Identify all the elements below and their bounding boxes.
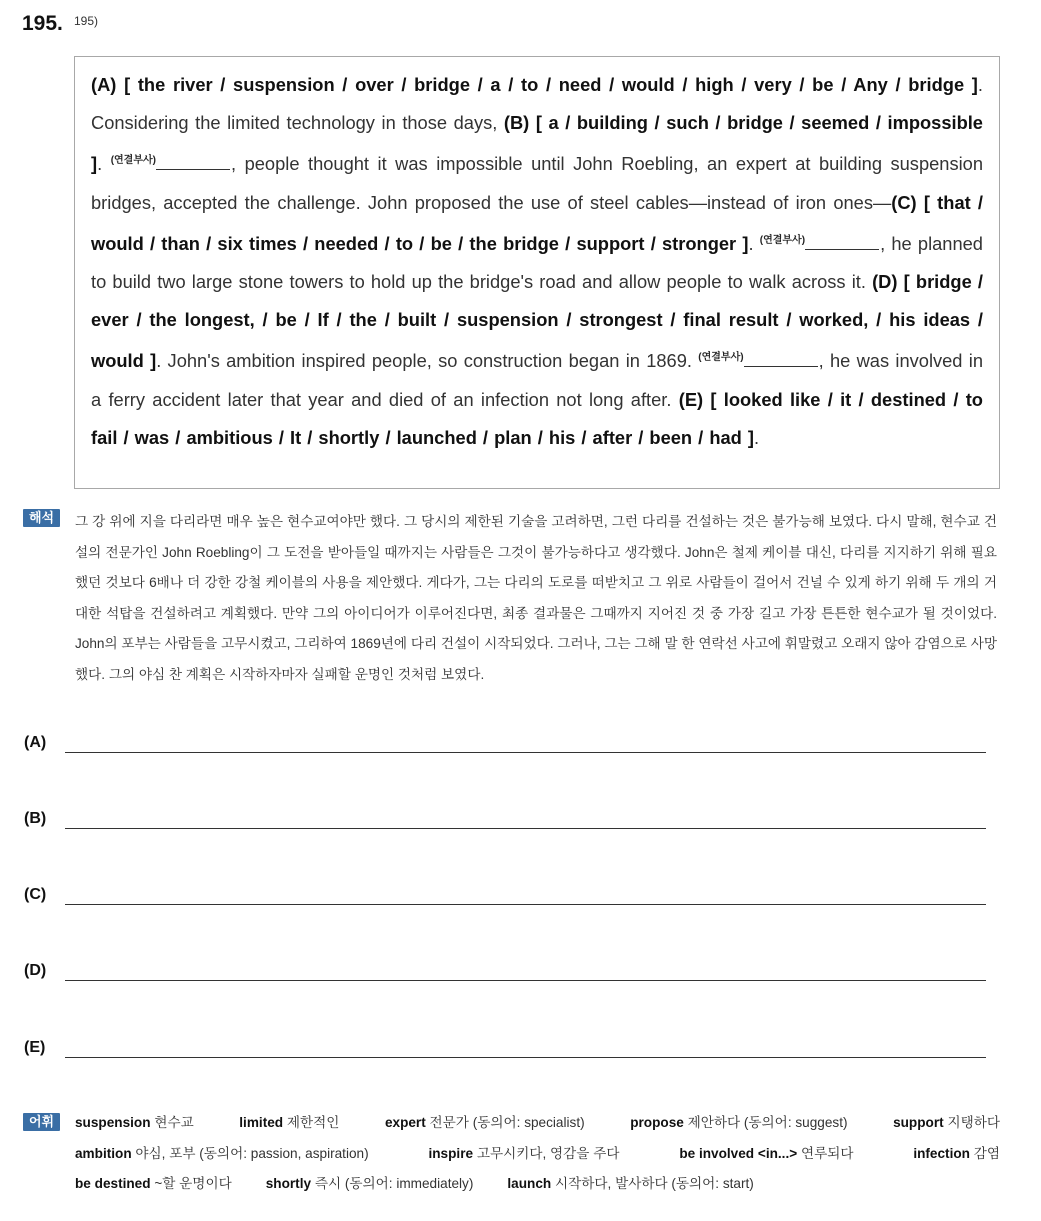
vocab-meaning: 제안하다 (동의어: suggest) [687,1115,848,1130]
connector-hint-2: (연결부사) [759,234,806,246]
answer-label-a: (A) [24,734,47,751]
answer-label-d: (D) [24,962,47,979]
vocab-item [75,1139,369,1170]
answer-row-e[interactable] [24,1037,986,1067]
scramble-b: [ a / building / such / bridge / seemed / impossible ] [91,112,983,175]
connector-blank-3[interactable] [744,352,818,367]
vocab-item [630,1108,847,1139]
vocab-word: ambition [75,1145,132,1161]
scramble-e: [ looked like / it / destined / to fail / was / ambitious / It / shortly / launched / plan / his / after / been / had ] [91,388,983,448]
vocab-meaning: 감염 [973,1145,1000,1161]
vocab-item [385,1108,585,1139]
answer-line-b[interactable] [65,828,986,829]
answer-row-d[interactable] [24,960,986,990]
vocab-word: be involved <in...> [679,1145,798,1161]
label-e: (E) [678,388,704,410]
vocab-item [75,1169,232,1200]
vocab-meaning: 즉시 (동의어: immediately) [314,1176,474,1191]
passage-text-3: , people thought it was impossible until John Roebling, an expert at building suspension bridges, accepted the challenge. John proposed the use of steel cables—instead of iron ones— [91,153,983,213]
vocab-word: launch [507,1176,552,1191]
vocab-item [266,1169,474,1200]
scramble-d: [ bridge / ever / the longest, / be / If / the / built / suspension / strongest / final result / worked, / his ideas / would ] [91,271,984,372]
connector-blank-1[interactable] [156,155,230,170]
vocab-item [893,1108,1000,1139]
label-a: (A) [91,74,117,95]
passage-text-8: . [754,426,760,448]
label-c: (C) [891,191,917,213]
vocab-word: expert [384,1115,426,1130]
answer-row-b[interactable] [24,808,986,838]
vocab-word: propose [630,1115,684,1130]
answer-label-c: (C) [24,886,47,903]
passage-text-6: . John's ambition inspired people, so construction began in 1869. [156,350,699,372]
vocab-item [507,1169,753,1200]
vocab-list [75,1108,1000,1200]
answer-line-d[interactable] [65,980,986,981]
vocab-meaning: 제한적인 [286,1115,340,1130]
answer-line-a[interactable] [65,752,986,753]
passage-text-7: , he was involved in a ferry accident later that year and died of an infection not long after. [91,350,983,410]
vocab-meaning: 현수교 [154,1115,194,1130]
translation-text: 그 강 위에 지을 다리라면 매우 높은 현수교여야만 했다. 그 당시의 제한된 기술을 고려하면, 그런 다리를 건설하는 것은 불가능해 보였다. 다시 말해, 현수교 건설의 전문가인 John Roebling이 그 도전을 받아들일 때까지는 사람들은 그것이 불가능하다고 생각했다. John은 철제 케이블 대신, 다리를 지지하기 위해 필요했던 것보다 6배나 더 강한 강철 케이블의 사용을 제안했다. 게다가, 그는 다리의 도로를 떠받치고 그 위로 사람들이 걸어서 건널 수 있게 하기 위해 두 개의 거대한 석탑을 건설하려고 계획했다. 만약 그의 아이디어가 이루어진다면, 최종 결과물은 그때까지 지어진 것 중 가장 길고 가장 튼튼한 현수교가 될 것이었다. John의 포부는 사람들을 고무시켰고, 그리하여 1869년에 다리 건설이 시작되었다. 그러나, 그는 그해 말 한 연락선 사고에 휘말렸고 오래지 않아 감염으로 사망했다. 그의 야심 찬 계획은 시작하자마자 실패할 운명인 것처럼 보였다. [75,514,997,682]
vocab-meaning: 야심, 포부 (동의어: passion, aspiration) [135,1145,369,1161]
vocab-item [679,1139,853,1170]
connector-blank-2[interactable] [805,235,879,250]
label-b: (B) [503,112,530,134]
answer-label-e: (E) [24,1039,46,1056]
passage-text-5: , he planned to build two large stone towers to hold up the bridge's road and allow people to walk across it. [91,232,983,293]
label-d: (D) [872,271,898,293]
connector-hint-3: (연결부사) [698,352,744,364]
vocab-meaning: 시작하다, 발사하다 (동의어: start) [554,1176,754,1191]
vocab-item [239,1108,339,1139]
vocab-row [75,1169,1000,1200]
vocab-word: inspire [428,1145,474,1161]
vocab-word: limited [239,1115,284,1130]
translation-label: 해석 [23,509,60,527]
answer-row-a[interactable] [24,732,986,762]
vocab-word: suspension [75,1115,151,1130]
vocab-label: 어휘 [23,1113,60,1131]
question-sub-label: 195) [74,14,99,28]
passage-text-4: . [748,232,760,254]
passage-text-2: . [97,153,111,175]
vocab-row [75,1139,1000,1170]
vocab-item [428,1139,619,1170]
vocab-word: support [893,1115,944,1130]
answer-line-e[interactable] [65,1057,986,1058]
answer-line-c[interactable] [65,904,986,905]
answer-label-b: (B) [24,810,47,827]
passage-text-1: . Considering the limited technology in those days, [91,74,983,134]
vocab-row [75,1108,1000,1139]
vocab-word: shortly [265,1176,312,1191]
scramble-c: [ that / would / than / six times / needed / to / be / the bridge / support / stronger ] [91,191,983,254]
vocab-meaning: 연루되다 [800,1145,854,1161]
vocab-word: be destined [75,1176,151,1191]
answer-row-c[interactable] [24,884,986,914]
connector-hint-1: (연결부사) [110,155,156,167]
question-number: 195. [22,12,63,35]
scramble-a: [ the river / suspension / over / bridge / a / to / need / would / high / very / be / Any / bridge ] [124,74,978,95]
vocab-item [913,1139,1000,1170]
vocab-meaning: 고무시키다, 영감을 주다 [476,1145,620,1161]
vocab-meaning: ~할 운명이다 [154,1176,232,1191]
passage-box [74,56,1000,489]
vocab-meaning: 전문가 (동의어: specialist) [429,1115,585,1130]
vocab-word: infection [913,1145,970,1161]
vocab-meaning: 지탱하다 [947,1115,1000,1130]
vocab-item [75,1108,194,1139]
